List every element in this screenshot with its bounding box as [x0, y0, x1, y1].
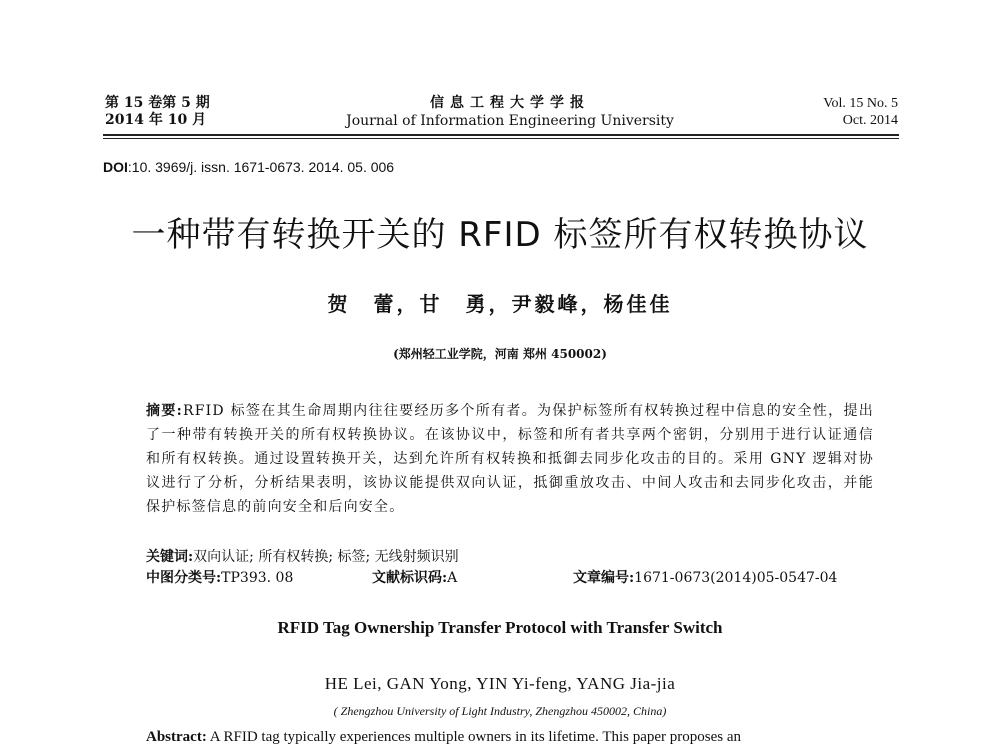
journal-volume-cn	[105, 95, 210, 129]
journal-name	[340, 94, 680, 130]
article-label: 文章编号:	[573, 570, 635, 586]
header-rule-thin	[103, 138, 899, 139]
journal-name-en: Journal of Information Engineering University	[346, 113, 674, 129]
abstract-en	[146, 729, 741, 746]
title-en: RFID Tag Ownership Transfer Protocol with Transfer Switch	[277, 618, 723, 637]
abstract-text-cn: RFID 标签在其生命周期内往往要经历多个所有者。为保护标签所有权转换过程中信息的安全性，提出了一种带有转换开关的所有权转换协议。在该协议中，标签和所有者共享两个密钥，分别用于进行认证通信和所有权转换。通过设置转换开关，达到允许所有权转换和抵御去同步化攻击的目的。采用 GNY 逻辑对协议进行了分析，分析结果表明，该协议能提供双向认证，抵御重放攻击、中间人攻击和去同步化攻击，并能保护标签信息的前向安全和后向安全。	[146, 403, 874, 515]
volume-issue-cn: 第 15 卷第 5 期	[105, 95, 210, 111]
abstract-text-en: A RFID tag typically experiences multiple owners in its lifetime. This paper proposes an	[206, 729, 742, 745]
journal-name-cn: 信息工程大学学报	[430, 95, 590, 111]
keywords-label-cn: 关键词:	[146, 549, 194, 565]
article-number	[573, 567, 837, 587]
abstract-label-cn: 摘要:	[146, 403, 184, 419]
date-cn: 2014 年 10 月	[105, 112, 207, 128]
document-code	[372, 567, 457, 587]
affiliation-en: ( Zhengzhou University of Light Industry, Zhengzhou 450002, China)	[333, 704, 667, 718]
doi-value: :10. 3969/j. issn. 1671-0673. 2014. 05. 006	[127, 159, 395, 175]
title-cn: 一种带有转换开关的 RFID 标签所有权转换协议	[131, 215, 869, 255]
class-value: TP393. 08	[221, 570, 294, 586]
class-number	[146, 567, 293, 587]
docid-value: A	[447, 570, 458, 586]
abstract-label-en: Abstract:	[146, 729, 207, 745]
date-en: Oct. 2014	[842, 113, 898, 128]
keywords-cn	[146, 546, 459, 566]
authors-cn: 贺 蕾，甘 勇，尹毅峰，杨佳佳	[327, 292, 673, 316]
abstract-cn	[146, 399, 874, 519]
authors-en: HE Lei, GAN Yong, YIN Yi-feng, YANG Jia-jia	[324, 674, 676, 693]
journal-volume-en	[780, 95, 898, 129]
article-value: 1671-0673(2014)05-0547-04	[634, 570, 838, 586]
header-rule-thick	[103, 134, 899, 136]
docid-label: 文献标识码:	[372, 570, 448, 586]
volume-issue-en: Vol. 15 No. 5	[823, 96, 898, 111]
doi-line	[103, 159, 394, 175]
affiliation-cn: (郑州轻工业学院，河南 郑州 450002)	[393, 347, 607, 361]
class-label: 中图分类号:	[146, 570, 222, 586]
doi-label: DOI	[103, 159, 128, 175]
keywords-text-cn: 双向认证; 所有权转换; 标签; 无线射频识别	[193, 549, 459, 565]
